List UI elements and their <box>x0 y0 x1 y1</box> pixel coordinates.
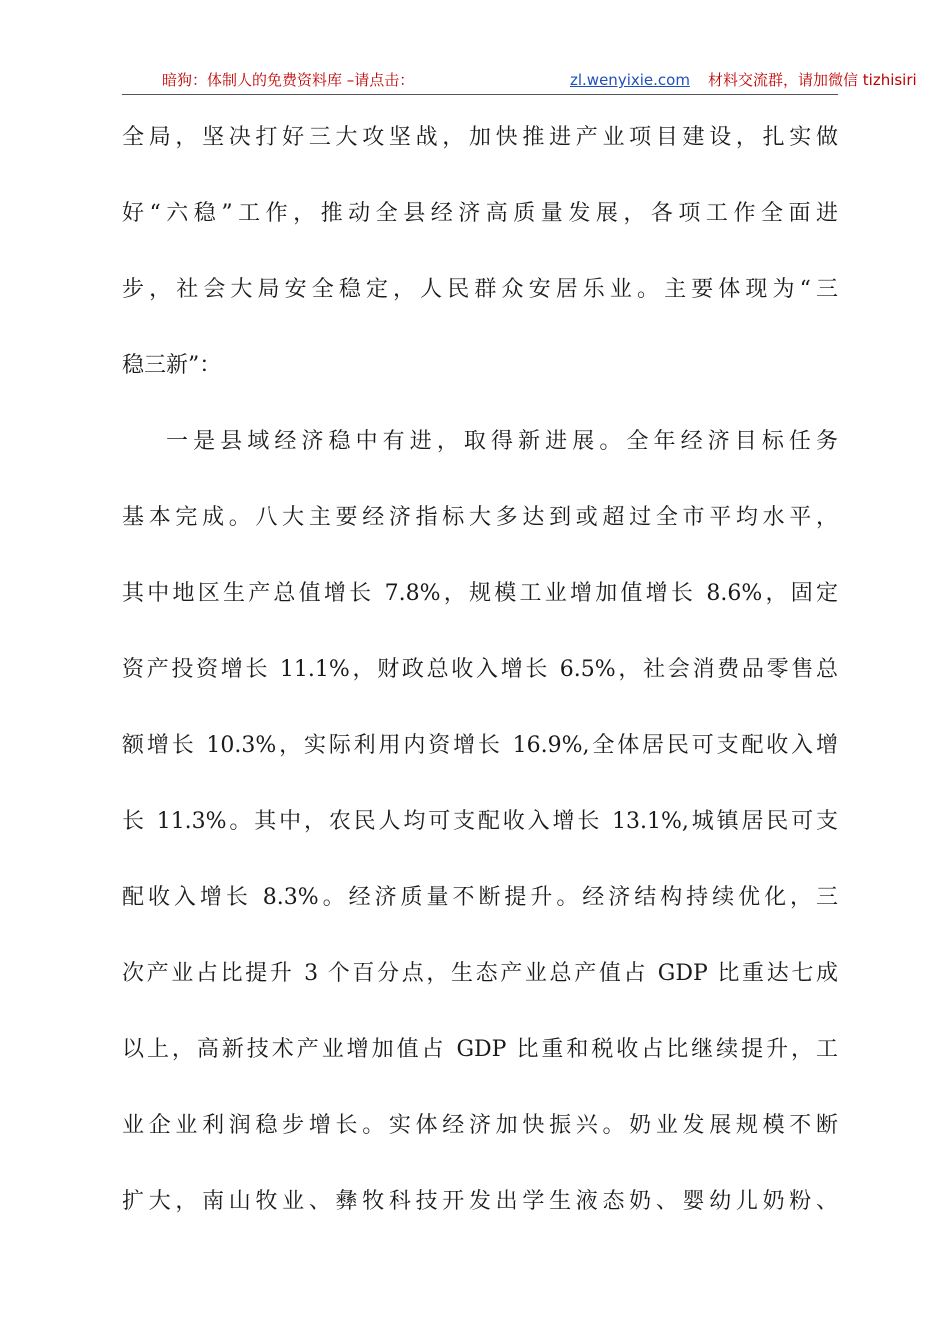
header-brand: 暗狗：体制人的免费资料库 –请点击： <box>162 71 415 89</box>
body-line: 好“六稳”工作，推动全县经济高质量发展，各项工作全面进 <box>122 201 838 226</box>
body-line: 业企业利润稳步增长。实体经济加快振兴。奶业发展规模不断 <box>122 1113 838 1138</box>
header-website-link[interactable]: zl.wenyixie.com <box>570 71 690 89</box>
body-line: 扩大，南山牧业、彝牧科技开发出学生液态奶、婴幼儿奶粉、 <box>122 1189 838 1214</box>
body-line: 基本完成。八大主要经济指标大多达到或超过全市平均水平， <box>122 505 838 530</box>
body-line: 稳三新”： <box>122 353 222 378</box>
body-line: 步，社会大局安全稳定，人民群众安居乐业。主要体现为“三 <box>122 277 838 302</box>
body-line: 资产投资增长 11.1%，财政总收入增长 6.5%，社会消费品零售总 <box>122 657 838 682</box>
header-contact-note: 材料交流群，请加微信 tizhisiri <box>708 71 917 89</box>
paragraph-first-line: 一是县域经济稳中有进，取得新进展。全年经济目标任务 <box>166 429 838 454</box>
body-line: 全局，坚决打好三大攻坚战，加快推进产业项目建设，扎实做 <box>122 125 838 150</box>
body-line: 长 11.3%。其中，农民人均可支配收入增长 13.1%,城镇居民可支 <box>122 809 838 834</box>
body-line: 其中地区生产总值增长 7.8%，规模工业增加值增长 8.6%，固定 <box>122 581 838 606</box>
page-header <box>122 66 917 95</box>
body-line: 以上，高新技术产业增加值占 GDP 比重和税收占比继续提升，工 <box>122 1037 838 1062</box>
body-line: 次产业占比提升 3 个百分点，生态产业总产值占 GDP 比重达七成 <box>122 961 838 986</box>
body-line: 配收入增长 8.3%。经济质量不断提升。经济结构持续优化，三 <box>122 885 838 910</box>
body-line: 额增长 10.3%，实际利用内资增长 16.9%,全体居民可支配收入增 <box>122 733 838 758</box>
